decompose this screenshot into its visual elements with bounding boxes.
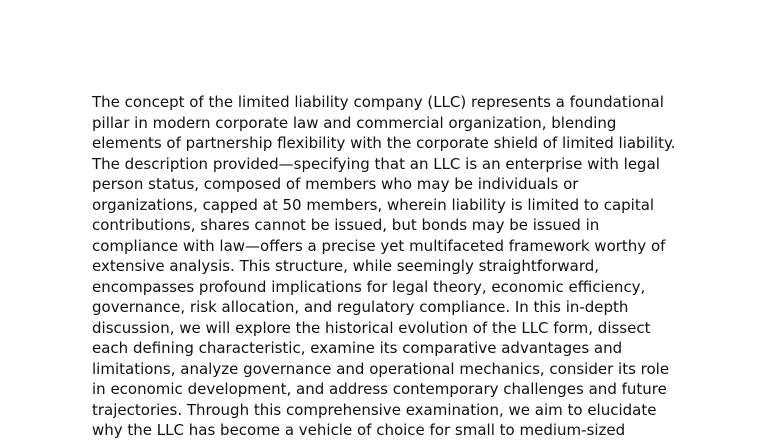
paragraph-line: The concept of the limited liability company (LLC) represents a foundational [92,93,664,111]
paragraph-line: why the LLC has become a vehicle of choice for small to medium-sized [92,421,626,439]
paragraph-line: organizations, capped at 50 members, wherein liability is limited to capital [92,195,655,214]
paragraph-line: person status, composed of members who may be individuals or [92,175,579,193]
paragraph-line: pillar in modern corporate law and commercial organization, blending [92,113,617,132]
paragraph-line: compliance with law—offers a precise yet multifaceted framework worthy of [92,236,666,255]
paragraph-line: governance, risk allocation, and regulatory compliance. In this in-depth [92,298,629,316]
paragraph-line: discussion, we will explore the historical evolution of the LLC form, dissect [92,318,651,337]
paragraph-line: elements of partnership flexibility with the corporate shield of limited liability. [92,134,676,152]
paragraph-line: extensive analysis. This structure, while seemingly straightforward, [92,257,600,275]
paragraph-line: in economic development, and address contemporary challenges and future [92,380,667,398]
body-paragraph [92,92,712,441]
paragraph-line: limitations, analyze governance and operational mechanics, consider its role [92,359,670,378]
paragraph-line: trajectories. Through this comprehensive examination, we aim to elucidate [92,400,657,419]
paragraph-line: contributions, shares cannot be issued, but bonds may be issued in [92,216,600,234]
paragraph-line: The description provided—specifying that an LLC is an enterprise with legal [92,154,660,173]
paragraph-line: encompasses profound implications for legal theory, economic efficiency, [92,277,646,296]
paragraph-line: each defining characteristic, examine its comparative advantages and [92,339,623,357]
